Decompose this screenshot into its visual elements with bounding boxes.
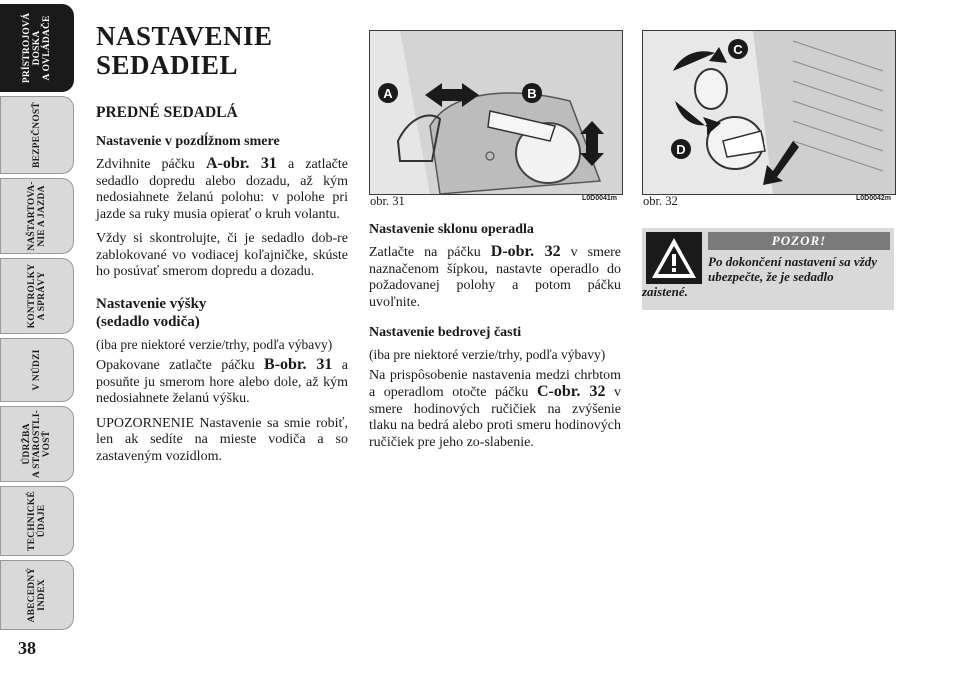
backrest-lever-illustration	[643, 31, 895, 194]
svg-text:D: D	[676, 142, 686, 157]
figure-ref: B-obr. 31	[264, 356, 333, 373]
paragraph-longitudinal-2: Vždy si skontrolujte, či je sedadlo dob-re zablokované vo vodiacej koľajničke, skúste ho posúvať smerom dopredu a dozadu.	[96, 231, 348, 279]
svg-text:A: A	[383, 86, 393, 101]
figure-ref: A-obr. 31	[205, 155, 277, 172]
note-lumbar: (iba pre niektoré verzie/trhy, podľa výbavy)	[369, 347, 606, 362]
column-middle	[369, 222, 621, 459]
column-left	[96, 22, 348, 473]
side-tabs	[0, 0, 78, 640]
figure-ref: D-obr. 32	[490, 243, 561, 260]
paragraph-longitudinal-1: Zdvihnite páčku A-obr. 31 a zatlačte sedadlo dopredu alebo dozadu, až kým nedosiahnete želanú polohu: v polohe pri jazde sa ruky musia opierať o kruh volantu.	[96, 155, 348, 222]
figure-31	[369, 30, 623, 195]
heading-lumbar: Nastavenie bedrovej časti	[369, 325, 522, 340]
figure-32-code: L0D0042m	[856, 195, 892, 202]
warning-title: POZOR!	[708, 232, 890, 250]
seat-lever-illustration	[370, 31, 622, 194]
svg-text:C: C	[733, 42, 743, 57]
page-number: 38	[18, 638, 36, 658]
warning-box	[642, 228, 894, 310]
tab-pristrojova-doska[interactable]: PRÍSTROJOVÁ DOSKA A OVLÁDAČE	[0, 4, 74, 92]
figure-32	[642, 30, 896, 195]
figure-ref: C-obr. 32	[536, 383, 606, 400]
svg-text:B: B	[527, 86, 537, 101]
note-height: (iba pre niektoré verzie/trhy, podľa výbavy)	[96, 336, 333, 352]
paragraph-height-1: Opakovane zatlačte páčku B-obr. 31 a posuňte ju smerom hore alebo dole, až kým nedosiahnete želanú výšku.	[96, 356, 349, 406]
warning-text: Po dokončení nastavení sa vždy ubezpečte, že je sedadlo zaistené.	[642, 254, 877, 299]
figure-32-caption: obr. 32	[643, 194, 678, 208]
tab-technicke-udaje[interactable]: TECHNICKÉ ÚDAJE	[0, 486, 74, 556]
tab-udrzba[interactable]: ÚDRŽBA A STAROSTLI- VOSŤ	[0, 406, 74, 482]
figure-31-caption: obr. 31	[370, 194, 405, 208]
tab-bezpecnost[interactable]: BEZPEČNOSŤ	[0, 96, 74, 174]
tab-nastartovanie[interactable]: NAŠTARTOVA- NIE A JAZDA	[0, 178, 74, 254]
section-heading-front-seats: PREDNÉ SEDADLÁ	[96, 104, 238, 121]
page-title: NASTAVENIE SEDADIEL	[96, 21, 273, 80]
paragraph-backrest: Zatlačte na páčku D-obr. 32 v smere naznačenom šípkou, nastavte operadlo do požadovanej polohy a potom páčku uvoľnite.	[369, 243, 621, 310]
tab-v-nudzi[interactable]: V NÚDZI	[0, 338, 74, 402]
tab-kontrolky[interactable]: KONTROLKY A SPRÁVY	[0, 258, 74, 334]
paragraph-height-warning: UPOZORNENIE Nastavenie sa smie robiť, len ak sedíte na mieste vodiča a so zastaveným vozidlom.	[96, 415, 348, 464]
heading-longitudinal: Nastavenie v pozdĺžnom smere	[96, 134, 280, 149]
heading-backrest: Nastavenie sklonu operadla	[369, 222, 534, 237]
paragraph-lumbar: Na prispôsobenie nastavenia medzi chrbtom a operadlom otočte páčku C-obr. 32 v smere hodinových ručičiek na zvýšenie tlaku na bedrá alebo proti smeru hodinových ručičiek pre jeho zo-slabenie.	[369, 367, 622, 450]
tab-abecedny-index[interactable]: ABECEDNÝ INDEX	[0, 560, 74, 630]
figure-31-code: L0D0041m	[582, 195, 618, 202]
heading-height: Nastavenie výšky (sedadlo vodiča)	[96, 295, 207, 330]
